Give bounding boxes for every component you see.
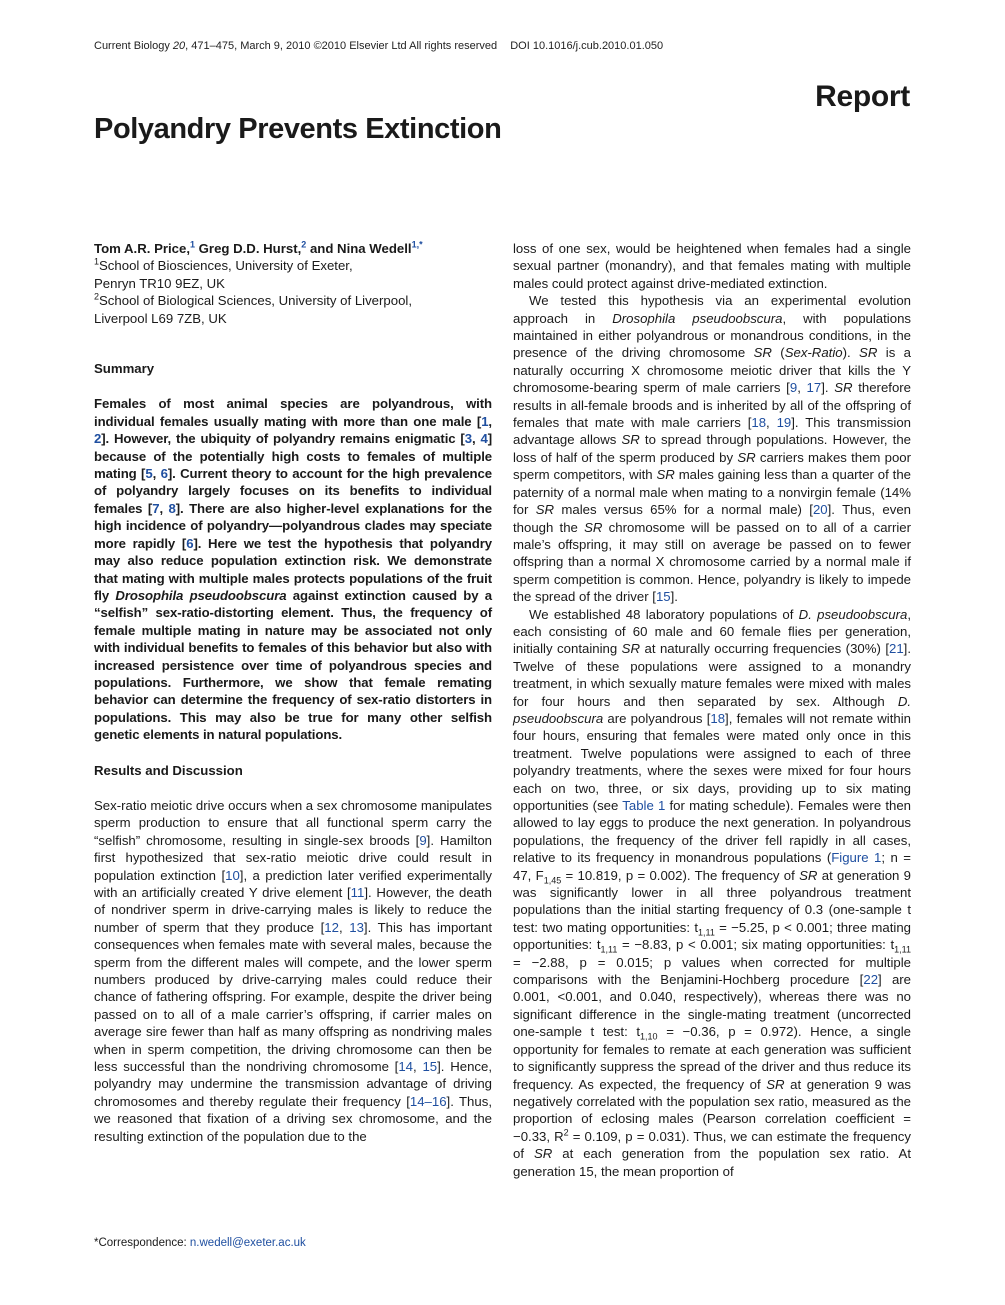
body-paragraph-continued: loss of one sex, would be heightened when females had a single sexual partner (monandry), and that females mating with multiple males could protect against drive-mediated extinction. bbox=[513, 241, 911, 291]
left-column bbox=[94, 240, 492, 1145]
summary-paragraph: Females of most animal species are polyandrous, with individual females usually mating with more than one male [1, 2]. However, the ubiquity of polyandry remains enigmatic [3, 4] because of the potentially high costs to females of multiple mating [5, 6]. Current theory to account for the high prevalence of polyandry largely focuses on its benefits to individual females [7, 8]. There are also higher-level explanations for the high incidence of polyandry—polyandrous clades may speciate more rapidly [6]. Here we test the hypothesis that polyandry may also reduce population extinction risk. We demonstrate that mating with multiple males protects populations of the fruit fly Drosophila pseudoobscura against extinction caused by a “selfish” sex-ratio-distorting element. Thus, the frequency of female multiple mating in nature may be associated not only with individual benefits to females of this behavior but also with increased persistence over time of polyandrous species and populations. Furthermore, we show that female remating behavior can determine the frequency of sex-ratio distorters in populations. This may also be true for many other selfish genetic elements in natural populations. bbox=[94, 396, 492, 743]
results-paragraph-1: Sex-ratio meiotic drive occurs when a sex chromosome manipulates sperm production to ensure that all functional sperm carry the “selfish” chromosome, resulting in single-sex broods [9]. Hamilton first hypothesized that sex-ratio meiotic drive could result in population extinction [10], a prediction later verified experimentally with an artificially created Y drive element [11]. However, the death of nondriver sperm in drive-carrying males is likely to reduce the number of sperm that they produce [12, 13]. This has important consequences when females mate with several males, because the sperm from the different males will compete, and the lower sperm numbers produced by drive-carrying males could reduce their chance of fathering offspring. For example, despite the driver being passed on to all of a male carrier’s offspring, if carrier males on average sire fewer than half as many offspring as nondriving males when in sperm competition, the driving chromosome can then be less successful than the nondriving chromosome [14, 15]. Hence, polyandry may undermine the transmission advantage of driving chromosomes and thereby regulate their frequency [14–16]. Thus, we reasoned that fixation of a driving sex chromosome, and the resulting extinction of the population due to the bbox=[94, 797, 493, 1144]
summary-heading: Summary bbox=[94, 361, 155, 377]
table-1-link[interactable]: Table 1 bbox=[622, 798, 666, 813]
author-1: Tom A.R. Price, bbox=[94, 241, 190, 256]
author-3-affil[interactable]: 1,* bbox=[411, 239, 423, 250]
right-column bbox=[513, 240, 911, 1180]
figure-1-link[interactable]: Figure 1 bbox=[831, 850, 882, 866]
author-1-affil[interactable]: 1 bbox=[190, 239, 196, 250]
author-2: Greg D.D. Hurst, bbox=[195, 241, 302, 256]
results-heading: Results and Discussion bbox=[94, 762, 243, 778]
journal-header bbox=[94, 40, 663, 52]
correspondence-email-link[interactable]: n.wedell@exeter.ac.uk bbox=[189, 1237, 306, 1249]
correspondence-footnote bbox=[94, 1237, 306, 1249]
author-3: and Nina Wedell bbox=[306, 241, 412, 256]
doi[interactable]: DOI 10.1016/j.cub.2010.01.050 bbox=[510, 40, 664, 52]
author-list bbox=[94, 240, 492, 257]
journal-volume: 20 bbox=[172, 40, 186, 52]
body-paragraph-3: We established 48 laboratory populations of D. pseudoobscura, each consisting of 60 male and 60 female flies per generation, initially containing SR at naturally occurring frequencies (30%) [21]. Twelve of these populations were assigned to a monandry treatment, in which sexually mature females were mixed with males for four hours and then separated by sex. Although D. pseudoobscura are polyandrous [18], females will not remate within four hours, ensuring that females were mated only once in this treatment. Twelve populations were assigned to each of three polyandry treatments, where the sexes were mixed for four hours each on two, three, or six days, providing up to six mating opportunities (see Table 1 for mating schedule). Females were then allowed to lay eggs to produce the next generation. In polyandrous populations, the frequency of the driver fell rapidly in all cases, relative to its frequency in monandrous populations (Figure 1; n = 47, $F_{1,45} = 10.819$, p = 0.002). The frequency of SR at generation 9 was significantly lower in all three polyandrous treatment populations than the initial starting frequency of 0.3 (one-sample t test: two mating opportunities: $t_{1,11} = -5.25$, p < 0.001; three mating opportunities: $t_{1,11} = -8.83$, p < 0.001; six mating opportunities: $t_{1,11} = -2.88$, p = 0.015; p values when corrected for multiple comparisons with the Benjamini-Hochberg procedure [22] are 0.001, <0.001, and 0.040, respectively), whereas there was no significant difference in the single-mating treatment (uncorrected one-sample t test: $t_{1,10} = -0.36$, p = 0.972). Hence, a single opportunity for females to remate at each generation was sufficient to significantly suppress the spread of the driver and thus reduce its frequency. As expected, the frequency of SR at generation 9 was negatively correlated with the population sex ratio, measured as the proportion of eclosing males (Pearson correlation coefficient = −0.33, $R^2 = 0.109$, p = 0.031). Thus, we can estimate the frequency of SR at each generation from the population sex ratio. At generation 15, the mean proportion of bbox=[513, 606, 912, 1179]
author-2-affil[interactable]: 2 bbox=[301, 239, 307, 250]
body-paragraph-2: We tested this hypothesis via an experimental evolution approach in Drosophila pseudoobscura, with populations maintained in either polyandrous or monandrous conditions, in the presence of the driving chromosome SR (Sex-Ratio). SR is a naturally occurring X chromosome meiotic driver that kills the Y chromosome-bearing sperm of male carriers [9, 17]. SR therefore results in all-female broods and is inherited by all of the offspring of females that mate with male carriers [18, 19]. This transmission advantage allows SR to spread through populations. However, the loss of half of the sperm produced by SR carriers makes them poor sperm competitors, with SR males gaining less than a quarter of the paternity of a normal male when mating to a nonvirgin female (14% for SR males versus 65% for a normal male) [20]. Thus, even though the SR chromosome will be passed on to all of a carrier male’s offspring, it may still on average be passed on to fewer offspring than a normal X chromosome carried by a normal male if sperm competition is common. Hence, polyandry is likely to impede the spread of the driver [15]. bbox=[513, 293, 912, 605]
correspondence-label: *Correspondence: bbox=[94, 1237, 190, 1249]
article-title: Polyandry Prevents Extinction bbox=[94, 113, 502, 145]
affiliation-1: $^1$School of Biosciences, University of Exeter, Penryn TR10 9EZ, UK bbox=[94, 257, 353, 291]
affiliation-2: $^2$School of Biological Sciences, University of Liverpool, Liverpool L69 7ZB, UK bbox=[94, 291, 413, 326]
journal-citation: , 471–475, March 9, 2010 ©2010 Elsevier Ltd All rights reserved bbox=[185, 40, 498, 52]
journal-name: Current Biology bbox=[94, 40, 170, 52]
article-type: Report bbox=[815, 80, 910, 113]
